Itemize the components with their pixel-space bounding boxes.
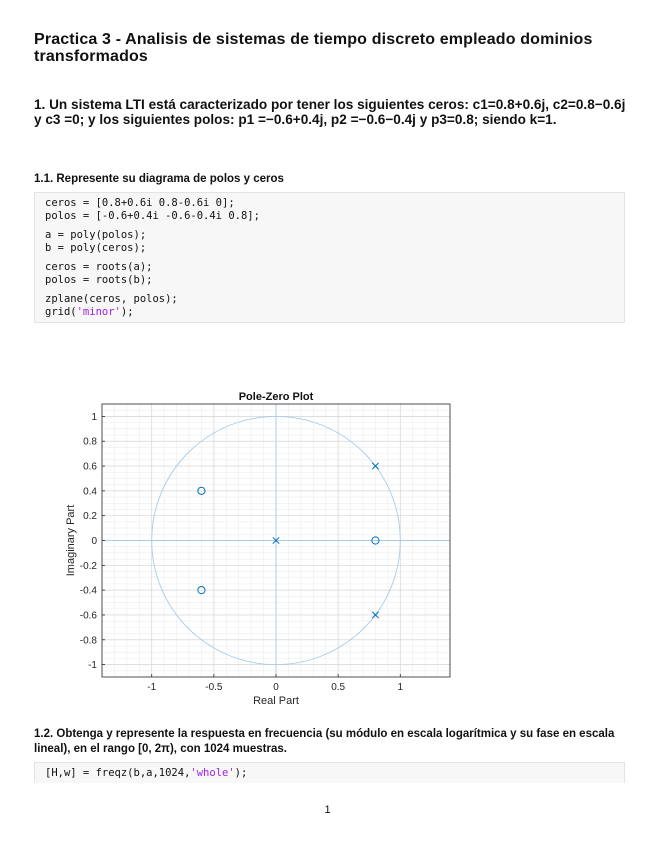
code-token: [H,w] = freqz(b,a,1024, — [45, 767, 191, 779]
x-tick-label: 0.5 — [331, 682, 346, 693]
y-tick-label: 0.2 — [83, 511, 97, 523]
code-line: a = poly(polos); — [45, 229, 147, 241]
x-tick-label: -0.5 — [205, 682, 223, 693]
ticks — [80, 412, 404, 693]
y-tick-label: 0 — [91, 536, 97, 547]
code-token: ); — [120, 305, 134, 318]
code-line: polos = roots(b); — [45, 273, 153, 286]
y-tick-label: -0.6 — [79, 610, 97, 622]
y-tick-label: -0.8 — [79, 635, 97, 647]
chart-title: Pole-Zero Plot — [238, 391, 314, 403]
code-string: 'whole' — [190, 767, 235, 779]
code-blank-line — [45, 286, 614, 293]
code-string: 'minor' — [76, 305, 121, 318]
x-tick-label: 0 — [273, 682, 279, 693]
page-number: 1 — [324, 804, 331, 816]
section-1-1-heading: 1.1. Represente su diagrama de polos y ceros — [34, 173, 284, 185]
y-tick-label: -1 — [88, 660, 97, 672]
y-tick-label: -0.4 — [79, 585, 97, 597]
section-1-2-heading: 1.2. Obtenga y represente la respuesta en frecuencia (su módulo en escala logarítmica y su fase en escala lineal), en el rango [0, 2π), con 1024 muestras. — [34, 728, 615, 755]
code-line: zplane(ceros, polos); — [45, 293, 178, 305]
code-line: ceros = roots(a); — [45, 261, 153, 273]
code-blank-line — [45, 254, 614, 261]
x-axis-label: Real Part — [253, 695, 299, 707]
code-token: grid( — [45, 305, 77, 318]
x-tick-label: -1 — [147, 682, 157, 693]
code-blank-line — [45, 222, 614, 229]
y-tick-label: -0.2 — [79, 560, 97, 572]
code-line-freqz — [45, 767, 614, 780]
y-axis-label: Imaginary Part — [65, 504, 77, 577]
y-tick-label: 1 — [91, 411, 97, 423]
document-title: Practica 3 - Analisis de sistemas de tiempo discreto empleado dominios transformados — [34, 31, 593, 65]
pole-zero-plot — [0, 380, 655, 710]
x-tick-label: 1 — [397, 682, 404, 693]
code-line: b = poly(ceros); — [45, 241, 147, 254]
code-line: ceros = [0.8+0.6i 0.8-0.6i 0]; — [45, 197, 235, 209]
code-line-grid — [45, 306, 614, 319]
code-block-freqz — [34, 762, 625, 783]
y-tick-label: 0.8 — [83, 436, 97, 448]
code-token: ); — [234, 767, 248, 779]
code-line: polos = [-0.6+0.4i -0.6-0.4i 0.8]; — [45, 209, 260, 222]
problem-statement: 1. Un sistema LTI está caracterizado por tener los siguientes ceros: c1=0.8+0.6j, c2=0.8−0.6j y c3 =0; y los siguientes polos: p1 =−0.6+0.4j, p2 =−0.6−0.4j y p3=0.8; siendo k=1. — [34, 97, 626, 127]
y-tick-label: 0.6 — [83, 461, 97, 473]
code-block-zplane — [34, 192, 625, 323]
y-tick-label: 0.4 — [83, 486, 97, 498]
code-lines — [45, 197, 614, 306]
